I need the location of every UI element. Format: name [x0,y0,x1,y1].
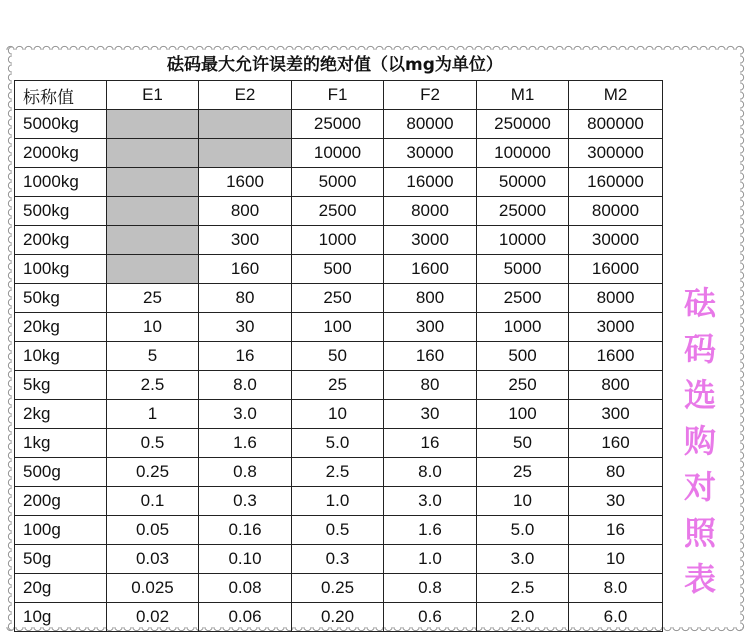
table-cell: 1000 [477,313,569,342]
table-cell: 5.0 [477,516,569,545]
table-cell: 8.0 [569,574,663,603]
table-cell: 160 [199,255,292,284]
table-cell: 80 [569,458,663,487]
table-cell: 3.0 [384,487,477,516]
table-cell: 250000 [477,110,569,139]
table-cell: 25 [477,458,569,487]
table-cell [107,255,199,284]
table-row [15,400,663,429]
table-cell: 50 [477,429,569,458]
table-cell: 10 [569,545,663,574]
table-cell: 3.0 [199,400,292,429]
table-cell: 10 [107,313,199,342]
side-caption-char: 对 [683,468,716,506]
table-cell: 5 [107,342,199,371]
nominal-value-cell: 100g [15,516,107,545]
table-cell: 0.03 [107,545,199,574]
table-cell: 250 [477,371,569,400]
table-cell: 50000 [477,168,569,197]
side-caption-char: 购 [683,422,716,460]
side-caption [670,280,730,602]
scalloped-border-top [6,44,744,50]
table-row [15,574,663,603]
side-caption-char: 砝 [683,284,716,322]
table-cell: 0.16 [199,516,292,545]
table-cell: 3.0 [477,545,569,574]
table-cell: 16 [199,342,292,371]
table-cell: 25000 [292,110,384,139]
table-cell: 800 [569,371,663,400]
table-cell: 500 [477,342,569,371]
table-cell: 300 [199,226,292,255]
table-cell [107,168,199,197]
table-cell: 1600 [569,342,663,371]
table-cell: 1.0 [292,487,384,516]
table-row [15,487,663,516]
table-cell: 300 [569,400,663,429]
scalloped-border-left [6,46,12,630]
table-cell: 8000 [569,284,663,313]
table-cell: 160000 [569,168,663,197]
table-cell: 100 [292,313,384,342]
nominal-value-cell: 5000kg [15,110,107,139]
side-caption-char: 照 [683,514,716,552]
table-row [15,226,663,255]
table-cell: 80000 [569,197,663,226]
table-row [15,429,663,458]
table-cell: 800 [384,284,477,313]
table-row [15,168,663,197]
table-cell: 300000 [569,139,663,168]
column-header: 标称值 [15,81,107,110]
table-row [15,284,663,313]
table-cell: 50 [292,342,384,371]
table-cell: 25 [107,284,199,313]
table-cell: 10000 [477,226,569,255]
table-cell: 16000 [384,168,477,197]
table-cell: 0.3 [199,487,292,516]
table-row [15,139,663,168]
table-cell: 0.06 [199,603,292,632]
table-cell: 80000 [384,110,477,139]
nominal-value-cell: 20g [15,574,107,603]
table-cell: 5.0 [292,429,384,458]
nominal-value-cell: 500kg [15,197,107,226]
table-body [15,110,663,632]
table-cell: 0.8 [199,458,292,487]
table-cell: 2.5 [107,371,199,400]
nominal-value-cell: 10kg [15,342,107,371]
table-row [15,255,663,284]
table-cell: 5000 [477,255,569,284]
table-cell: 0.1 [107,487,199,516]
table-title: 砝码最大允许误差的绝对值（以mg为单位） [167,55,503,75]
table-cell: 0.25 [292,574,384,603]
table-cell: 1000 [292,226,384,255]
table-cell [107,110,199,139]
table-cell: 1 [107,400,199,429]
side-caption-char: 表 [683,560,716,598]
table-cell [199,110,292,139]
table-cell: 30 [199,313,292,342]
table-cell: 100 [477,400,569,429]
table-row [15,458,663,487]
column-header: M1 [477,81,569,110]
nominal-value-cell: 1000kg [15,168,107,197]
table-cell: 0.5 [107,429,199,458]
table-cell [107,226,199,255]
table-cell: 6.0 [569,603,663,632]
table-cell: 0.3 [292,545,384,574]
table-cell: 10000 [292,139,384,168]
table-cell: 0.5 [292,516,384,545]
table-cell: 2.5 [292,458,384,487]
table-cell: 8000 [384,197,477,226]
table-row [15,197,663,226]
table-cell: 0.02 [107,603,199,632]
table-row [15,313,663,342]
table-cell: 1600 [384,255,477,284]
table-cell: 30 [384,400,477,429]
column-header: E1 [107,81,199,110]
table-cell: 2.5 [477,574,569,603]
table-cell: 25000 [477,197,569,226]
table-cell: 0.8 [384,574,477,603]
table-cell: 160 [569,429,663,458]
table-cell: 300 [384,313,477,342]
table-cell: 1.0 [384,545,477,574]
table-cell: 160 [384,342,477,371]
table-cell: 10 [477,487,569,516]
table-cell: 16 [384,429,477,458]
column-header: F2 [384,81,477,110]
table-cell: 30 [569,487,663,516]
table-cell: 8.0 [199,371,292,400]
table-cell [107,197,199,226]
table-cell: 16000 [569,255,663,284]
column-header: M2 [569,81,663,110]
table-cell: 1600 [199,168,292,197]
nominal-value-cell: 50g [15,545,107,574]
nominal-value-cell: 1kg [15,429,107,458]
table-cell: 10 [292,400,384,429]
table-cell: 0.25 [107,458,199,487]
table-cell [199,139,292,168]
column-header: F1 [292,81,384,110]
table-cell: 0.025 [107,574,199,603]
table-cell: 0.10 [199,545,292,574]
table-cell: 0.05 [107,516,199,545]
table-cell: 3000 [569,313,663,342]
table-cell: 0.08 [199,574,292,603]
table-cell: 1.6 [384,516,477,545]
table-cell: 800 [199,197,292,226]
column-header: E2 [199,81,292,110]
table-cell: 80 [199,284,292,313]
nominal-value-cell: 200g [15,487,107,516]
nominal-value-cell: 5kg [15,371,107,400]
table-row [15,545,663,574]
nominal-value-cell: 2000kg [15,139,107,168]
table-cell: 30000 [569,226,663,255]
table-cell: 3000 [384,226,477,255]
nominal-value-cell: 10g [15,603,107,632]
table-cell: 500 [292,255,384,284]
table-row [15,342,663,371]
table-cell [107,139,199,168]
table-cell: 2500 [477,284,569,313]
table-row [15,110,663,139]
nominal-value-cell: 100kg [15,255,107,284]
table-row [15,371,663,400]
table-cell: 2500 [292,197,384,226]
nominal-value-cell: 2kg [15,400,107,429]
table-row [15,516,663,545]
table-cell: 30000 [384,139,477,168]
table-cell: 8.0 [384,458,477,487]
table-cell: 0.6 [384,603,477,632]
header-row [15,81,663,110]
table-cell: 25 [292,371,384,400]
side-caption-char: 码 [683,330,716,368]
table-cell: 16 [569,516,663,545]
table-cell: 2.0 [477,603,569,632]
table-cell: 100000 [477,139,569,168]
side-caption-char: 选 [683,376,716,414]
table-cell: 250 [292,284,384,313]
nominal-value-cell: 200kg [15,226,107,255]
nominal-value-cell: 500g [15,458,107,487]
table-cell: 800000 [569,110,663,139]
nominal-value-cell: 50kg [15,284,107,313]
table-row [15,603,663,632]
table-cell: 80 [384,371,477,400]
table-cell: 1.6 [199,429,292,458]
table-cell: 0.20 [292,603,384,632]
table-cell: 5000 [292,168,384,197]
weights-error-table [14,80,663,632]
scalloped-border-right [740,46,746,630]
nominal-value-cell: 20kg [15,313,107,342]
